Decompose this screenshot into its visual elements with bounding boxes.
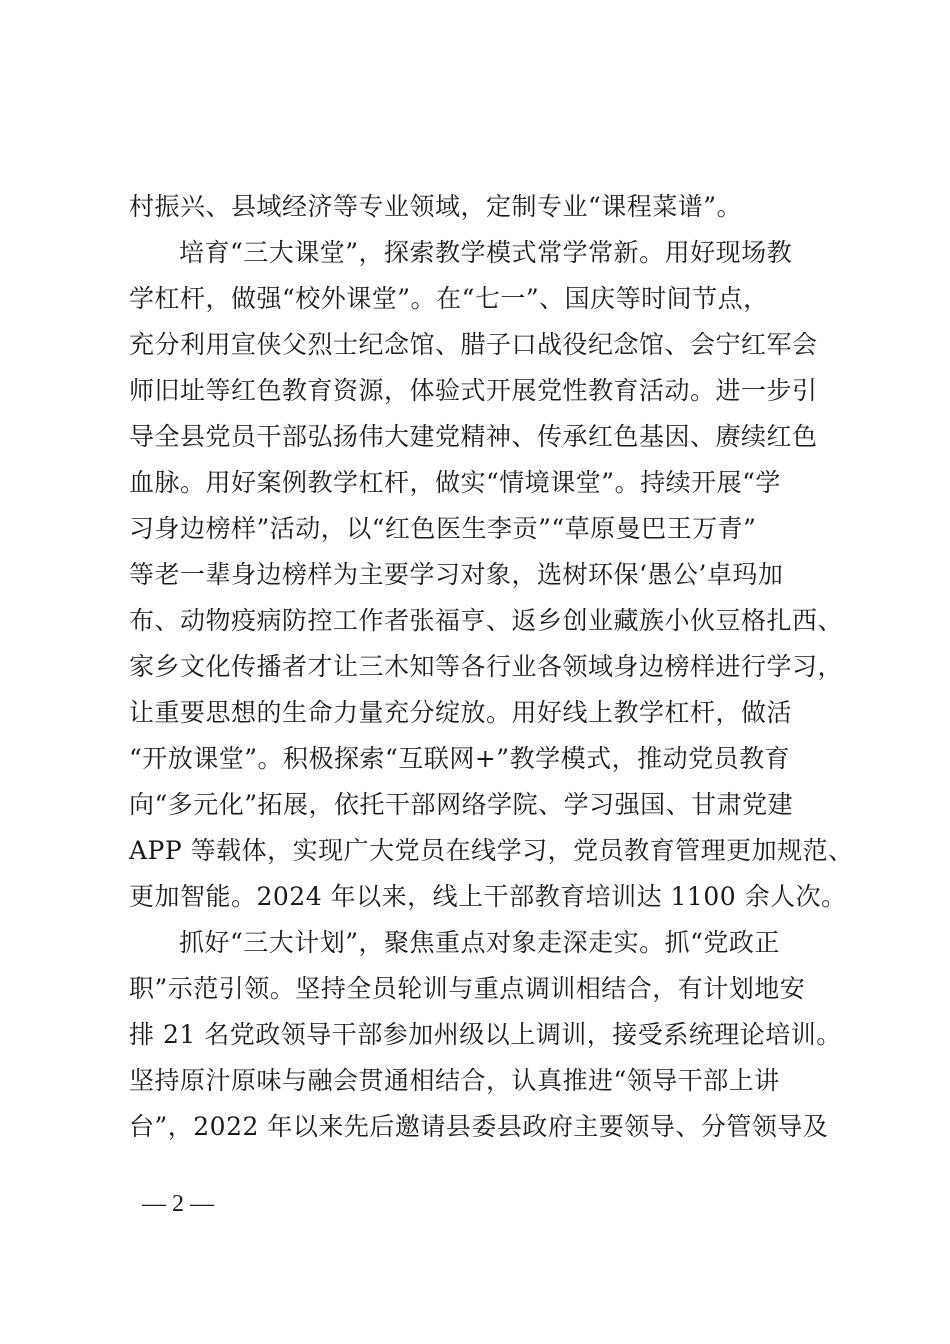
text-line: 排 21 名党政领导干部参加州级以上调训，接受系统理论培训。 <box>129 1020 842 1049</box>
text-line: 等老一辈身边榜样为主要学习对象，选树环保‘愚公’卓玛加 <box>129 560 784 589</box>
text-line: 习身边榜样”活动，以“红色医生李贡”“草原曼巴王万青” <box>129 514 757 543</box>
text-line: 家乡文化传播者才让三木知等各行业各领域身边榜样进行学习， <box>129 652 844 681</box>
text-line: 导全县党员干部弘扬伟大建党精神、传承红色基因、赓续红色 <box>129 422 818 451</box>
text-line: 血脉。用好案例教学杠杆，做实“情境课堂”。持续开展“学 <box>129 468 781 497</box>
page-number: — 2 — <box>142 1191 214 1217</box>
paragraph-start-line: 抓好“三大计划”，聚焦重点对象走深走实。抓“党政正 <box>179 928 780 957</box>
text-line: 更加智能。2024 年以来，线上干部教育培训达 1100 余人次。 <box>129 882 847 911</box>
text-line: 让重要思想的生命力量充分绽放。用好线上教学杠杆，做活 <box>129 698 793 727</box>
text-line: 坚持原汁原味与融会贯通相结合，认真推进“领导干部上讲 <box>129 1066 780 1095</box>
paragraph-start-line: 培育“三大课堂”，探索教学模式常学常新。用好现场教 <box>179 238 793 267</box>
text-line: 师旧址等红色教育资源，体验式开展党性教育活动。进一步引 <box>129 376 818 405</box>
text-line: 布、动物疫病防控工作者张福亨、返乡创业藏族小伙豆格扎西、 <box>129 606 844 635</box>
text-line: 职”示范引领。坚持全员轮训与重点调训相结合，有计划地安 <box>129 974 806 1003</box>
text-line: 充分利用宣侠父烈士纪念馆、腊子口战役纪念馆、会宁红军会 <box>129 330 818 359</box>
text-line: 向“多元化”拓展，依托干部网络学院、学习强国、甘肃党建 <box>129 790 794 819</box>
text-line: 台”，2022 年以来先后邀请县委县政府主要领导、分管领导及 <box>129 1112 829 1141</box>
text-line: APP 等载体，实现广大党员在线学习，党员教育管理更加规范、 <box>129 836 854 865</box>
text-line: 村振兴、县域经济等专业领域，定制专业“课程菜谱”。 <box>129 192 743 221</box>
text-line: 学杠杆，做强“校外课堂”。在“七一”、国庆等时间节点， <box>129 284 769 313</box>
text-line: “开放课堂”。积极探索“互联网+”教学模式，推动党员教育 <box>129 744 791 773</box>
